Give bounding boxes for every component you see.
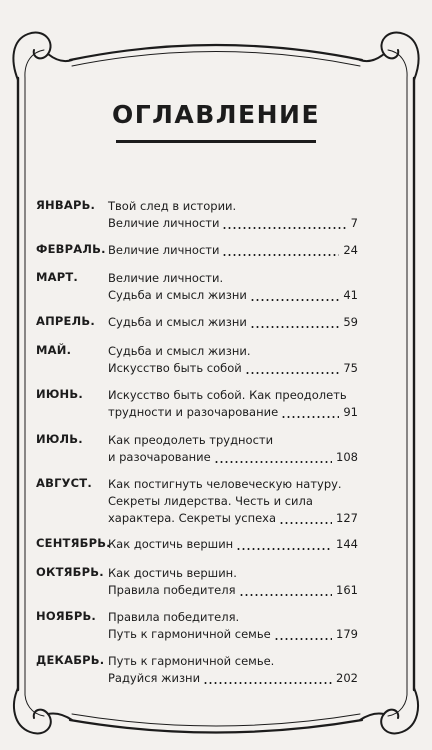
toc-line-with-page — [108, 403, 358, 421]
toc-month: ОКТЯБРЬ. — [36, 565, 104, 579]
toc-line-text: трудности и разочарование — [108, 405, 279, 419]
page-number: 161 — [336, 583, 358, 597]
toc-line: Твой след в истории. — [108, 199, 237, 213]
toc-line: Правила победителя. — [108, 610, 240, 624]
dot-leader — [279, 522, 332, 524]
page-number: 127 — [336, 511, 358, 525]
toc-line-text: Величие личности — [108, 243, 220, 257]
toc-month: ЯНВАРЬ. — [36, 198, 96, 212]
dot-leader — [203, 682, 332, 684]
toc-month: ФЕВРАЛЬ. — [36, 242, 106, 256]
toc-line-with-page — [108, 448, 358, 466]
toc-line-with-page — [108, 286, 358, 304]
toc-line-with-page — [108, 535, 358, 553]
toc-month: МАРТ. — [36, 270, 78, 284]
toc-line: Путь к гармоничной семье. — [108, 654, 275, 668]
toc-line: Как постигнуть человеческую натуру. — [108, 477, 342, 491]
toc-line-with-page — [108, 625, 358, 643]
page-number: 108 — [336, 450, 358, 464]
toc-line: Как достичь вершин. — [108, 566, 237, 580]
page-number: 41 — [343, 288, 358, 302]
page-number: 179 — [336, 627, 358, 641]
page-number: 24 — [343, 243, 358, 257]
toc-line: Искусство быть собой. Как преодолеть — [108, 388, 347, 402]
toc-month: ИЮЛЬ. — [36, 432, 83, 446]
toc-line-with-page — [108, 359, 358, 377]
toc-line-with-page — [108, 214, 358, 232]
toc-line-with-page — [108, 669, 358, 687]
toc-month: СЕНТЯБРЬ. — [36, 536, 111, 550]
toc-line-text: Правила победителя — [108, 583, 236, 597]
dot-leader — [250, 299, 340, 301]
toc-line: Как преодолеть трудности — [108, 433, 274, 447]
toc-line: Судьба и смысл жизни. — [108, 344, 251, 358]
dot-leader — [281, 416, 339, 418]
toc-line-text: Путь к гармоничной семье — [108, 627, 271, 641]
dot-leader — [214, 461, 332, 463]
dot-leader — [222, 227, 346, 229]
toc-line-text: и разочарование — [108, 450, 211, 464]
page-number: 144 — [336, 537, 358, 551]
dot-leader — [236, 548, 332, 550]
dot-leader — [274, 638, 332, 640]
toc-line-with-page — [108, 509, 358, 527]
page-number: 91 — [343, 405, 358, 419]
toc-line-text: Искусство быть собой — [108, 361, 242, 375]
toc-line-text: характера. Секреты успеха — [108, 511, 277, 525]
toc-month: АВГУСТ. — [36, 476, 92, 490]
page-title: ОГЛАВЛЕНИЕ — [111, 100, 321, 129]
toc-month: НОЯБРЬ. — [36, 609, 96, 623]
dot-leader — [245, 372, 340, 374]
dot-leader — [222, 254, 339, 256]
page-number: 75 — [343, 361, 358, 375]
toc-line-with-page — [108, 313, 358, 331]
toc-line: Величие личности. — [108, 271, 224, 285]
dot-leader — [239, 594, 333, 596]
toc-line-text: Судьба и смысл жизни — [108, 288, 247, 302]
toc-line-text: Радуйся жизни — [108, 671, 201, 685]
toc-month: АПРЕЛЬ. — [36, 314, 95, 328]
toc-month: ИЮНЬ. — [36, 387, 83, 401]
toc-line-text: Судьба и смысл жизни — [108, 315, 247, 329]
toc-line-with-page — [108, 581, 358, 599]
page-number: 202 — [336, 671, 358, 685]
dot-leader — [250, 326, 340, 328]
toc-line-with-page — [108, 241, 358, 259]
page-number: 59 — [343, 315, 358, 329]
page-number: 7 — [350, 216, 358, 230]
toc-line-text: Величие личности — [108, 216, 220, 230]
toc-month: ДЕКАБРЬ. — [36, 653, 105, 667]
toc-line-text: Как достичь вершин — [108, 537, 234, 551]
toc-line: Секреты лидерства. Честь и сила — [108, 494, 313, 508]
toc-month: МАЙ. — [36, 343, 72, 357]
